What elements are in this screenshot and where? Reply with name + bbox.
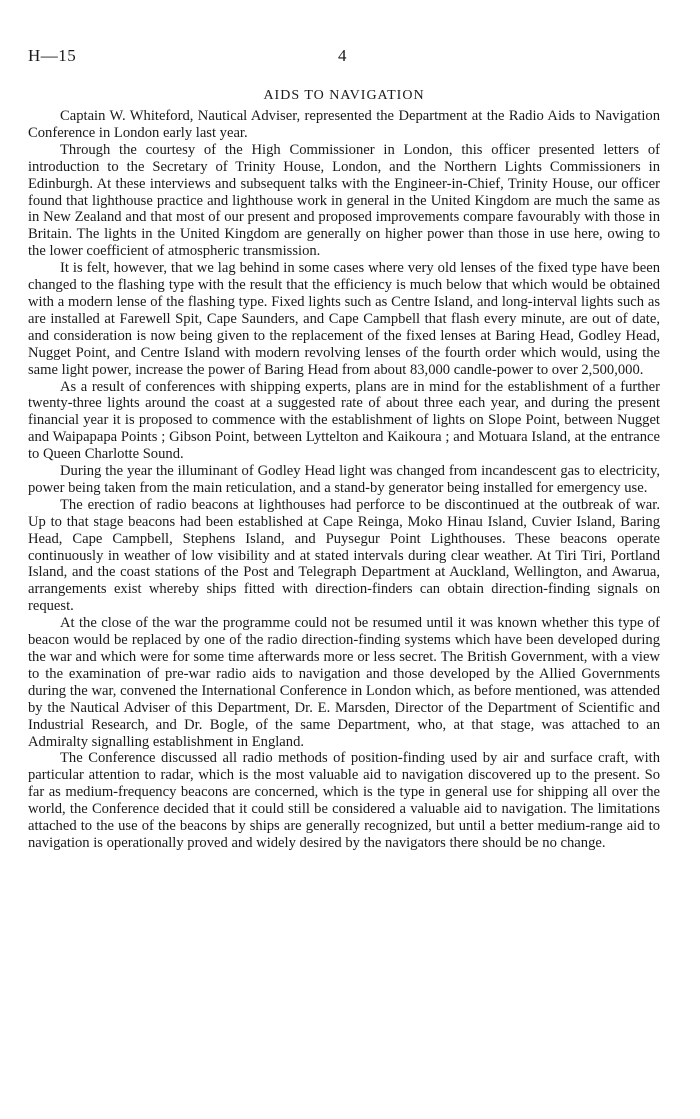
paragraph-8: The Conference discussed all radio methods of position-finding used by air and surface craft, with particular attention to radar, which is the most valuable aid to navigation discovered up to the present. So far as medium-frequency beacons are concerned, which is the type in general use for shipping all over the world, the Conference decided that it could still be considered a valuable aid to navigation. The limitations attached to the use of the beacons by ships are generally recognized, but until a better medium-range aid to navigation is operationally proved and widely desired by the navigators there should be no change. — [28, 750, 660, 851]
document-page — [28, 46, 660, 852]
section-title: AIDS TO NAVIGATION — [263, 88, 425, 103]
paragraph-2: Through the courtesy of the High Commissioner in London, this officer presented letters of introduction to the Secretary of Trinity House, London, and the Northern Lights Commissioners in Edinburgh. At these interviews and subsequent talks with the Engineer-in-Chief, Trinity House, our officer found that lighthouse practice and lighthouse work in general in the United Kingdom are much the same as in New Zealand and that most of our present and proposed improvements compare favourably with those in Britain. The lights in the United Kingdom are generally on higher power than those in use here, owing to the lower coefficient of atmospheric transmission. — [28, 141, 660, 260]
paragraph-7: At the close of the war the programme could not be resumed until it was known whether this type of beacon would be replaced by one of the radio direction-finding systems which have been developed during the war and which were for some time afterwards more or less secret. The British Government, with a view to the examination of pre-war radio aids to navigation and those developed by the Allied Governments during the war, convened the International Conference in London which, as before mentioned, was attended by the Nautical Adviser of this Department, Dr. E. Marsden, Director of the Department of Scientific and Industrial Research, and Dr. Bogle, of the same Department, who, at that stage, was attached to an Admiralty signalling establishment in England. — [28, 615, 660, 750]
body-text — [28, 108, 660, 852]
paragraph-6: The erection of radio beacons at lighthouses had perforce to be discontinued at the outbreak of war. Up to that stage beacons had been established at Cape Reinga, Moko Hinau Island, Cuvier Island, Baring Head, Cape Campbell, Stephens Island, and Puysegur Point Lighthouses. These beacons operate continuously in weather of low visibility and at stated intervals during clear weather. At Tiri Tiri, Portland Island, and the coast stations of the Post and Telegraph Department at Auckland, Wellington, and Awarua, arrangements exist whereby ships fitted with direction-finders can obtain direction-finding signals on request. — [28, 496, 660, 615]
paragraph-5: During the year the illuminant of Godley Head light was changed from incandescent gas to electricity, power being taken from the main reticulation, and a stand-by generator being installed for emergency use. — [28, 463, 660, 496]
page-number: 4 — [338, 46, 347, 65]
page-header — [28, 46, 660, 72]
paragraph-3: It is felt, however, that we lag behind in some cases where very old lenses of the fixed type have been changed to the flashing type with the result that the efficiency is much below that which would be obtained with a modern lense of the flashing type. Fixed lights such as Centre Island, and long-interval lights such as are installed at Farewell Spit, Cape Saunders, and Cape Campbell that flash every minute, are out of date, and consideration is now being given to the replacement of the fixed lenses at Baring Head, Godley Head, Nugget Point, and Centre Island with modern revolving lenses of the fourth order which would, using the same light power, increase the power of Baring Head from about 83,000 candle-power to over 2,500,000. — [28, 260, 660, 378]
paragraph-1: Captain W. Whiteford, Nautical Adviser, represented the Department at the Radio Aids to Navigation Conference in London early last year. — [28, 108, 660, 141]
paragraph-4: As a result of conferences with shipping experts, plans are in mind for the establishment of a further twenty-three lights around the coast at a suggested rate of about three each year, and during the present financial year it is proposed to commence with the establishment of lights on Slope Point, between Nugget and Waipapapa Points ; Gibson Point, between Lyttelton and Kaikoura ; and Motuara Island, at the entrance to Queen Charlotte Sound. — [28, 378, 660, 463]
document-reference: H—15 — [28, 46, 77, 65]
